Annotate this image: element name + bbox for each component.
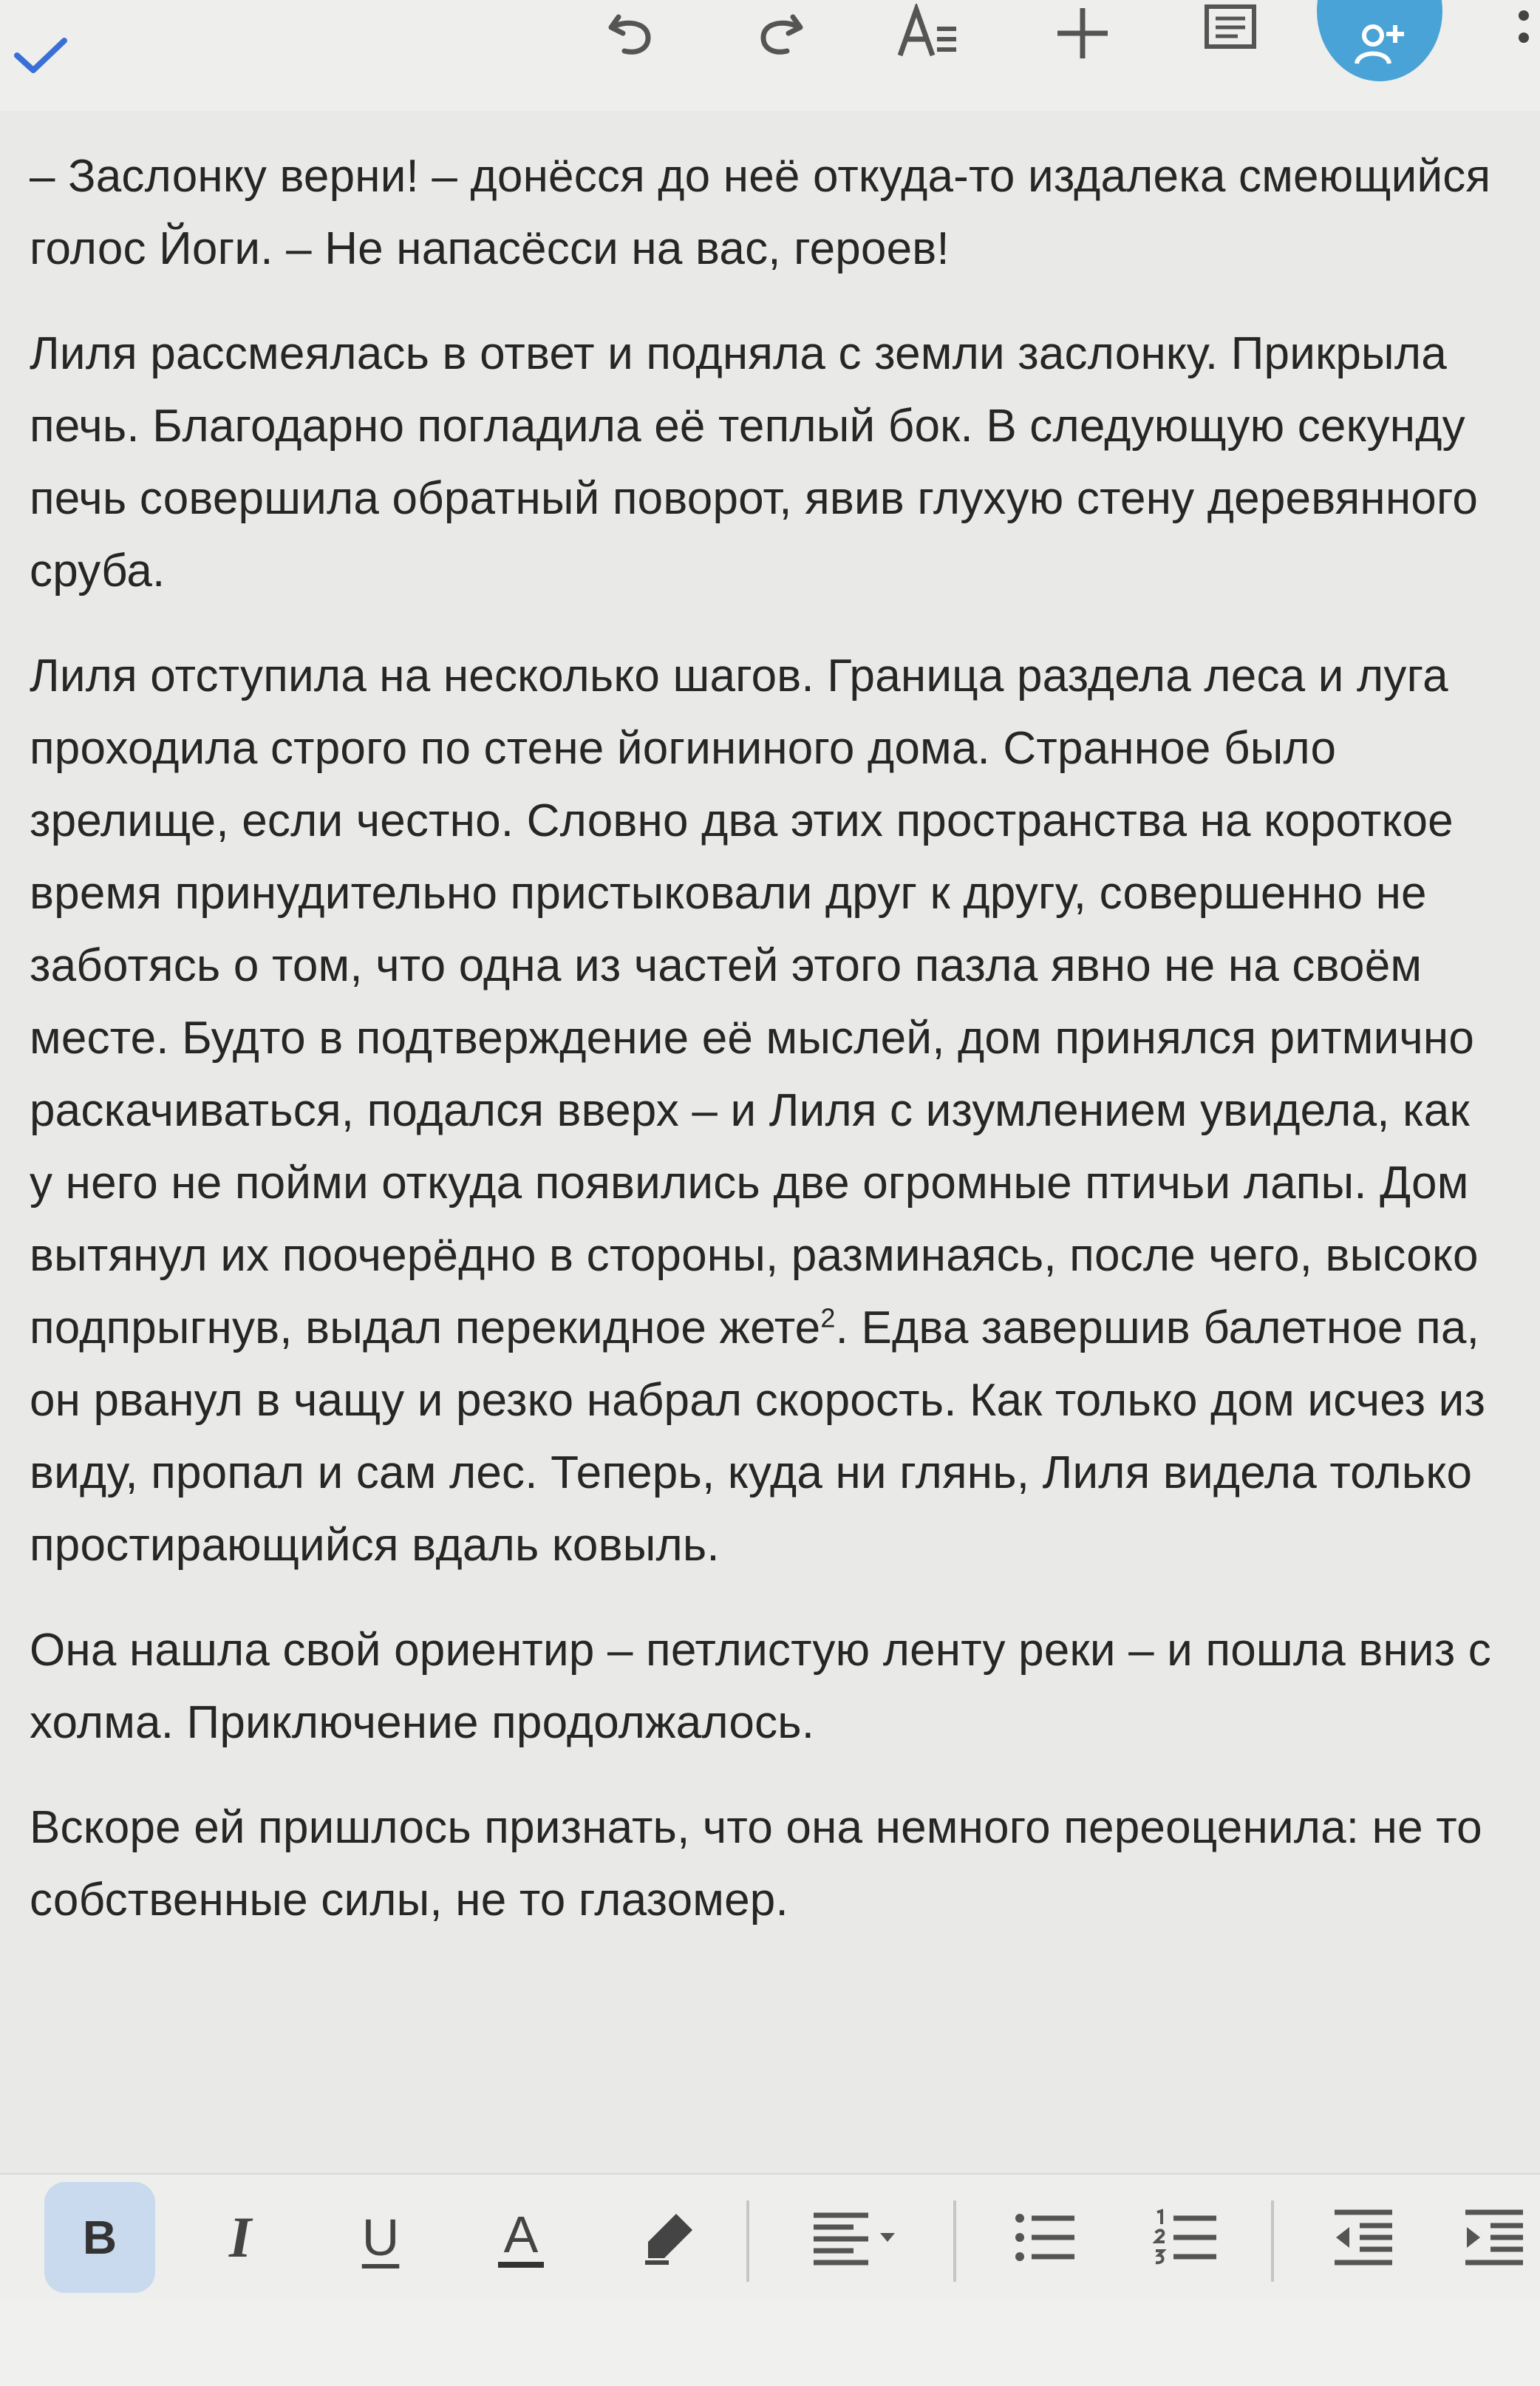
insert-button[interactable]	[1042, 0, 1123, 67]
increase-indent-icon	[1461, 2208, 1527, 2267]
toolbar-separator	[746, 2200, 749, 2282]
underline-button[interactable]	[325, 2175, 436, 2300]
share-button[interactable]	[1317, 0, 1442, 81]
paragraph: Лиля рассмеялась в ответ и подняла с земли заслонку. Прикрыла печь. Благодарно погладила её теплый бок. В следующую секунду печь совершила обратный поворот, явив глухую стену деревянного сруба.	[30, 328, 1479, 596]
bold-active-highlight	[44, 2182, 155, 2293]
more-vertical-icon	[1516, 4, 1531, 55]
paragraph-text: . Едва завершив балетное па, он рванул в чащу и резко набрал скорость. Как только дом исчез из виду, пропал и сам лес. Теперь, куда ни глянь, Лиля видела только простирающийся вдаль ковыль.	[30, 1302, 1486, 1571]
more-options-button[interactable]	[1507, 0, 1540, 59]
undo-icon	[602, 4, 661, 63]
comment-icon	[1201, 4, 1260, 63]
increase-indent-button[interactable]	[1448, 2175, 1540, 2300]
decrease-indent-button[interactable]	[1308, 2175, 1419, 2300]
paragraph: Вскоре ей пришлось признать, что она немного переоценила: не то собственные силы, не то глазомер.	[30, 1802, 1482, 1926]
bulleted-list-icon	[1012, 2208, 1079, 2267]
add-person-icon	[1354, 22, 1406, 67]
redo-icon	[750, 4, 809, 63]
bottom-strip	[0, 2299, 1540, 2386]
italic-button[interactable]	[185, 2175, 296, 2300]
paragraph: – Заслонку верни! – донёсся до неё откуда-то издалека смеющийся голос Йоги. – Не напасёсси на вас, героев!	[30, 151, 1491, 274]
paragraph: Она нашла свой ориентир – петлистую ленту реки – и пошла вниз с холма. Приключение продолжалось.	[30, 1625, 1491, 1748]
bold-label: B	[82, 2211, 117, 2264]
done-button[interactable]	[0, 15, 81, 96]
footnote-reference[interactable]: 2	[820, 1302, 836, 1333]
highlight-button[interactable]	[613, 2175, 724, 2300]
underline-label: U	[361, 2209, 400, 2266]
text-format-icon	[894, 4, 961, 63]
redo-button[interactable]	[739, 0, 820, 67]
formatting-toolbar	[0, 2173, 1540, 2300]
highlighter-icon	[639, 2208, 698, 2267]
text-format-button[interactable]	[887, 0, 968, 67]
toolbar-separator	[1271, 2200, 1274, 2282]
toolbar-separator	[953, 2200, 956, 2282]
italic-label: I	[228, 2205, 252, 2269]
decrease-indent-icon	[1330, 2208, 1397, 2267]
text-color-label: A	[498, 2207, 545, 2268]
text-color-button[interactable]	[466, 2175, 576, 2300]
paragraph	[30, 640, 1500, 1582]
top-toolbar	[0, 0, 1540, 111]
check-icon	[11, 33, 70, 78]
bulleted-list-button[interactable]	[990, 2175, 1101, 2300]
numbered-list-button[interactable]	[1131, 2175, 1241, 2300]
align-left-icon	[809, 2208, 905, 2267]
plus-icon	[1053, 4, 1112, 63]
document-body[interactable]	[30, 140, 1500, 2136]
align-button[interactable]	[798, 2175, 916, 2300]
bold-button[interactable]	[44, 2175, 155, 2300]
numbered-list-icon	[1153, 2208, 1219, 2267]
paragraph-text: Лиля отступила на несколько шагов. Граница раздела леса и луга проходила строго по стене йогининого дома. Странное было зрелище, если честно. Словно два этих пространства на короткое время принудительно пристыковали друг к другу, совершенно не заботясь о том, что одна из частей этого пазла явно не на своём месте. Будто в подтверждение её мыслей, дом принялся ритмично раскачиваться, подался вверх – и Лиля с изумлением увидела, как у него не пойми откуда появились две огромные птичьи лапы. Дом вытянул их поочерёдно в стороны, разминаясь, после чего, высоко подпрыгнув, выдал перекидное жете	[30, 650, 1479, 1353]
comment-button[interactable]	[1190, 0, 1271, 67]
undo-button[interactable]	[591, 0, 672, 67]
